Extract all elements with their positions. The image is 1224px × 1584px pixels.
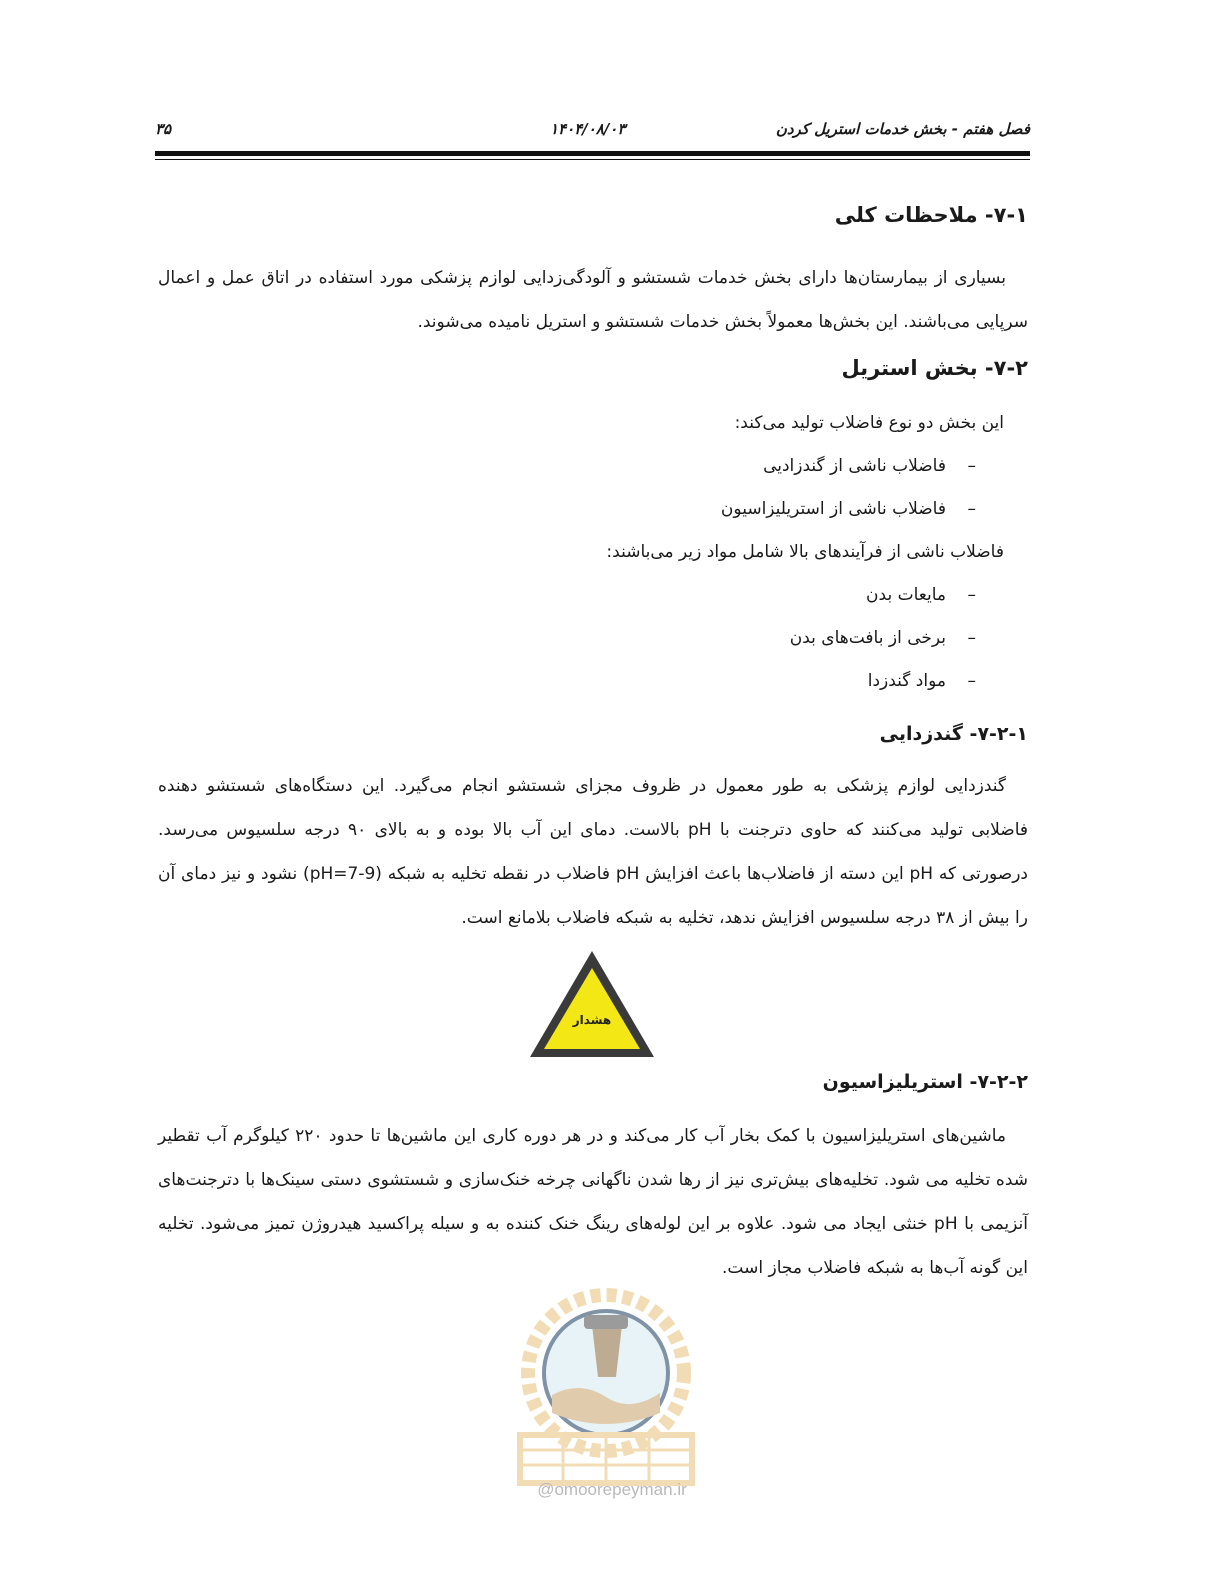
- header-rule-thick: [155, 151, 1030, 156]
- section-sterilization-body: [158, 1114, 1028, 1290]
- wastewater-contents-list: [158, 574, 1028, 703]
- watermark-url: @omoorepeyman.ir: [537, 1480, 687, 1499]
- list-item: –مواد گندزدا: [867, 671, 976, 691]
- subsection-heading: ۷-۲-۱- گندزدایی: [879, 723, 1028, 745]
- page-header: [155, 120, 1030, 146]
- section-disinfection: [158, 723, 1028, 745]
- section-general-notes: [158, 203, 1028, 227]
- page-number: ۳۵: [155, 120, 172, 138]
- section-sterilization: [158, 1071, 1028, 1093]
- section-disinfection-body: [158, 764, 1028, 940]
- wastewater-types-list: [158, 445, 1028, 531]
- list-item: –مایعات بدن: [866, 585, 976, 605]
- section-sterile-body: [158, 402, 1028, 703]
- warning-triangle-icon: [527, 948, 657, 1060]
- omoore-peyman-logo-icon: [500, 1285, 712, 1505]
- list-intro: این بخش دو نوع فاضلاب تولید می‌کند:: [734, 413, 1004, 433]
- list-item: –فاضلاب ناشی از گندزادیی: [763, 456, 976, 476]
- section-heading: ۷-۱- ملاحظات کلی: [834, 203, 1028, 227]
- paragraph: ماشین‌های استریلیزاسیون با کمک بخار آب کار می‌کند و در هر دوره کاری این ماشین‌ها تا حدود ۲۲۰ کیلوگرم آب تقطیر شده تخلیه می شود. تخلیه‌های بیش‌تری نیز از رها شدن ناگهانی چرخه خنک‌سازی و شستشوی دستی سینک‌ها با دترجنت‌های آنزیمی با pH خنثی ایجاد می شود. علاوه بر این لوله‌های رینگ خنک کننده به و سیله پراکسید هیدروژن تمیز می‌شود. تخلیه این گونه آب‌ها به شبکه فاضلاب مجاز است.: [158, 1126, 1028, 1278]
- paragraph: بسیاری از بیمارستان‌ها دارای بخش خدمات شستشو و آلودگی‌زدایی لوازم پزشکی مورد استفاده در اتاق عمل و اعمال سرپایی می‌باشند. این بخش‌ها معمولاً بخش خدمات شستشو و استریل نامیده می‌شوند.: [158, 268, 1028, 332]
- list-intro: فاضلاب ناشی از فرآیندهای بالا شامل مواد زیر می‌باشند:: [606, 542, 1004, 562]
- section-general-notes-body: [158, 256, 1028, 344]
- chapter-title: فصل هفتم - بخش خدمات استریل کردن: [775, 120, 1030, 138]
- section-sterile: [158, 356, 1028, 380]
- list-item: –برخی از بافت‌های بدن: [789, 628, 976, 648]
- subsection-heading: ۷-۲-۲- استریلیزاسیون: [822, 1071, 1028, 1093]
- list-item: –فاضلاب ناشی از استریلیزاسیون: [720, 499, 976, 519]
- header-date: ۱۴۰۴/۰۸/۰۳: [550, 120, 626, 138]
- header-rule-thin: [155, 159, 1030, 160]
- section-heading: ۷-۲- بخش استریل: [841, 356, 1028, 380]
- warning-label: هشدار: [572, 1013, 612, 1027]
- paragraph: گندزدایی لوازم پزشکی به طور معمول در ظروف مجزای شستشو انجام می‌گیرد. این دستگاه‌های شستشو دهنده فاضلابی تولید می‌کنند که حاوی دترجنت با pH بالاست. دمای این آب بالا بوده و به بالای ۹۰ درجه سلسیوس می‌رسد. درصورتی که pH این دسته از فاضلاب‌ها باعث افزایش pH فاضلاب در نقطه تخلیه به شبکه (pH=7-9) نشود و نیز دمای آن را بیش از ۳۸ درجه سلسیوس افزایش ندهد، تخلیه به شبکه فاضلاب بلامانع است.: [158, 776, 1028, 928]
